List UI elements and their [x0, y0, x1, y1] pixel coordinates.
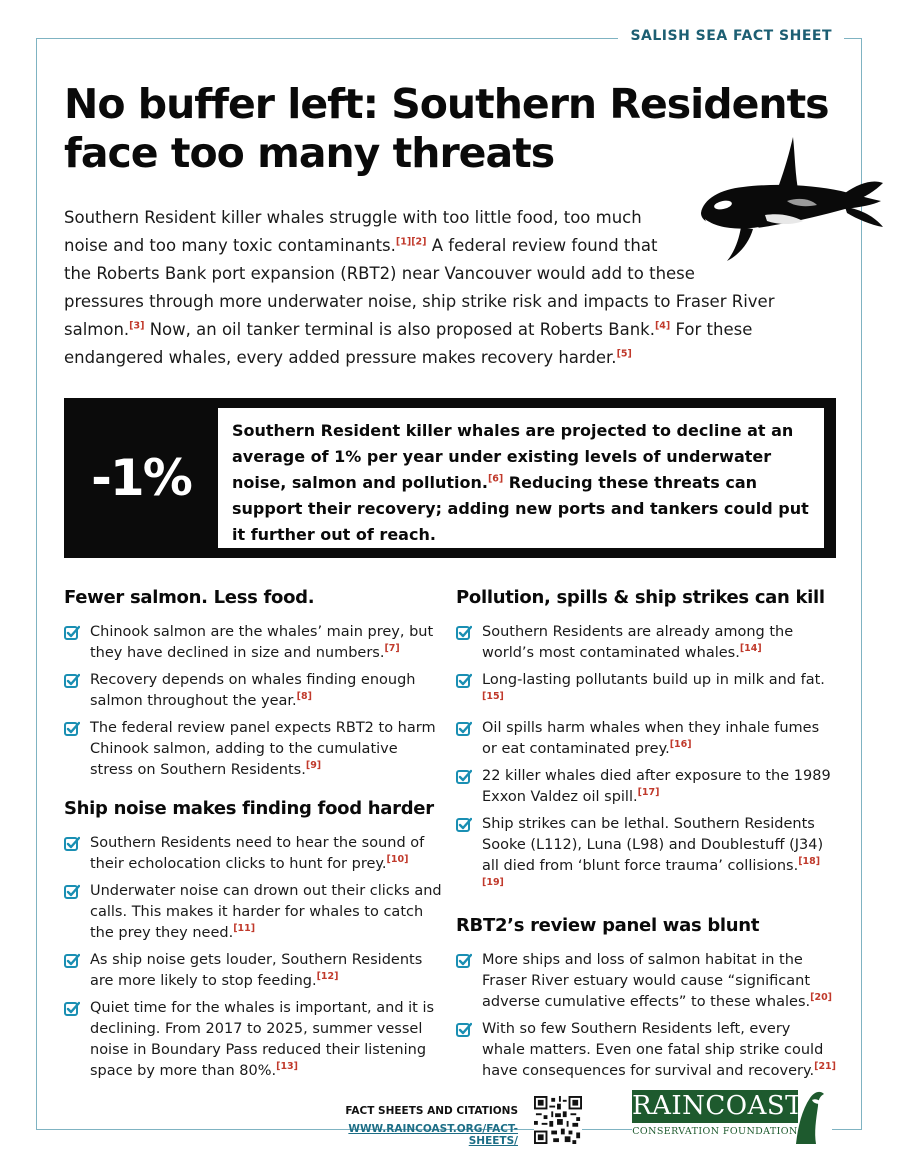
section-heading-food: Fewer salmon. Less food.: [64, 587, 315, 608]
list-item-text: Quiet time for the whales is important, and it is declining. From 2017 to 2025, summer vessel noise in Boundary Pass reduced their listening space by more than 80%.[13]: [90, 1000, 435, 1079]
title-line-1: No buffer left: Southern Residents: [64, 80, 829, 128]
list-item-text: Recovery depends on whales finding enough salmon throughout the year.[8]: [90, 672, 416, 709]
list-item: [456, 718, 836, 760]
qr-code[interactable]: [534, 1096, 582, 1144]
citation[interactable]: [6]: [487, 473, 504, 485]
decline-stat: -1%: [91, 449, 191, 507]
list-item-text: Southern Residents are already among the world’s most contaminated whales.[14]: [482, 624, 794, 661]
checkbox-icon: [456, 721, 472, 737]
section-heading-panel: RBT2’s review panel was blunt: [456, 915, 760, 936]
citation[interactable]: [15]: [482, 691, 504, 703]
fact-sheet-tag: SALISH SEA FACT SHEET: [618, 28, 844, 44]
list-item-text: Southern Residents need to hear the sound of their echolocation clicks to hunt for prey.[10]: [90, 835, 425, 872]
checkbox-icon: [64, 836, 80, 852]
citation[interactable]: [10]: [386, 854, 409, 866]
checkbox-icon: [64, 884, 80, 900]
list-food: [64, 622, 444, 781]
citation[interactable]: [21]: [814, 1061, 837, 1073]
list-item: [64, 833, 444, 875]
citation[interactable]: [7]: [384, 643, 400, 655]
citation[interactable]: [16]: [669, 739, 692, 751]
list-item-text: Oil spills harm whales when they inhale fumes or eat contaminated prey.[16]: [482, 720, 820, 757]
list-item: [456, 766, 836, 808]
list-item: [64, 718, 444, 781]
list-item: [456, 670, 836, 712]
citation[interactable]: [3]: [129, 320, 145, 332]
list-item-text: Ship strikes can be lethal. Southern Residents Sooke (L112), Luna (L98) and Doublestuff (J34) all died from ‘blunt force trauma’ collisions.[18][19]: [482, 816, 824, 889]
right-column: [456, 586, 836, 1088]
logo-bird-icon: [792, 1090, 828, 1146]
checkbox-icon: [64, 625, 80, 641]
list-item-text: 22 killer whales died after exposure to the 1989 Exxon Valdez oil spill.[17]: [482, 768, 831, 805]
list-item-text: With so few Southern Residents left, every whale matters. Even one fatal ship strike could have consequences for survival and recovery.[21]: [482, 1021, 837, 1079]
decline-text-b: Reducing these threats can support their recovery; adding new ports and tankers could put it further out of reach.: [232, 473, 809, 544]
citation[interactable]: [8]: [296, 691, 312, 703]
intro-text-1: Southern Resident killer whales struggle with too little food, too much: [64, 208, 642, 227]
checkbox-icon: [456, 817, 472, 833]
footer-label: FACT SHEETS AND CITATIONS: [345, 1105, 518, 1117]
checkbox-icon: [456, 953, 472, 969]
decline-callout: [64, 398, 836, 558]
list-item: [64, 950, 444, 992]
list-item: [64, 670, 444, 712]
list-noise: [64, 833, 444, 1082]
list-item: [64, 622, 444, 664]
title-line-2: face too many threats: [64, 129, 555, 177]
list-item-text: The federal review panel expects RBT2 to harm Chinook salmon, adding to the cumulative stress on Southern Residents.[9]: [90, 720, 436, 778]
intro-text-5: pressures through more underwater noise, ship strike risk and impacts to Fraser River salmon.: [64, 292, 775, 339]
citation[interactable]: [20]: [810, 992, 833, 1004]
intro-text-2: noise and too many toxic contaminants.: [64, 236, 396, 255]
intro-text-3: A federal review found that: [426, 236, 658, 255]
section-heading-pollution: Pollution, spills & ship strikes can kill: [456, 587, 825, 608]
decline-text-a: Southern Resident killer whales are projected to decline at an average of 1% per year under existing levels of underwater noise, salmon and pollution.: [232, 421, 794, 492]
raincoast-logo[interactable]: [632, 1090, 832, 1146]
left-column: [64, 586, 444, 1088]
intro-text-6: Now, an oil tanker terminal is also proposed at Roberts Bank.: [144, 320, 655, 339]
checkbox-icon: [456, 673, 472, 689]
list-item: [456, 950, 836, 1013]
decline-text: [218, 408, 824, 548]
logo-wordmark: RAINCOAST: [632, 1091, 804, 1121]
list-pollution: [456, 622, 836, 898]
citation[interactable]: [5]: [616, 348, 632, 360]
citation[interactable]: [4]: [654, 320, 671, 332]
list-item: [64, 881, 444, 944]
checkbox-icon: [64, 1001, 80, 1017]
list-item-text: Chinook salmon are the whales’ main prey, but they have declined in size and numbers.[7]: [90, 624, 434, 661]
citation[interactable]: [1][2]: [395, 236, 427, 248]
footer-citations: [300, 1105, 518, 1147]
list-item: [64, 998, 444, 1082]
citation[interactable]: [17]: [637, 787, 660, 799]
footer-url-link[interactable]: WWW.RAINCOAST.ORG/FACT- SHEETS/: [348, 1123, 518, 1147]
list-item-text: As ship noise gets louder, Southern Residents are more likely to stop feeding.[12]: [90, 952, 423, 989]
checkbox-icon: [64, 953, 80, 969]
list-item: [456, 1019, 836, 1082]
list-panel: [456, 950, 836, 1082]
list-item: [456, 814, 836, 898]
citation[interactable]: [14]: [739, 643, 762, 655]
checkbox-icon: [64, 721, 80, 737]
checkbox-icon: [64, 673, 80, 689]
list-item-text: More ships and loss of salmon habitat in the Fraser River estuary would cause “significant adverse cumulative effects” to these whales.[20]: [482, 952, 833, 1010]
citation[interactable]: [13]: [276, 1061, 299, 1073]
checkbox-icon: [456, 1022, 472, 1038]
checkbox-icon: [456, 625, 472, 641]
logo-subtitle: CONSERVATION FOUNDATION: [632, 1126, 798, 1137]
list-item-text: Long-lasting pollutants build up in milk and fat.[15]: [482, 672, 825, 703]
checkbox-icon: [456, 769, 472, 785]
citation[interactable]: [18][19]: [482, 856, 821, 889]
citation[interactable]: [11]: [233, 923, 256, 935]
list-item: [456, 622, 836, 664]
intro-text-4: the Roberts Bank port expansion (RBT2) near Vancouver would add to these: [64, 264, 695, 283]
citation[interactable]: [9]: [305, 760, 322, 772]
intro-text-7: For these endangered whales, every added pressure makes recovery harder.: [64, 320, 753, 367]
list-item-text: Underwater noise can drown out their clicks and calls. This makes it harder for whales to catch the prey they need.[11]: [90, 883, 442, 941]
section-heading-noise: Ship noise makes finding food harder: [64, 798, 434, 819]
citation[interactable]: [12]: [316, 971, 339, 983]
intro-paragraph: [64, 204, 804, 372]
